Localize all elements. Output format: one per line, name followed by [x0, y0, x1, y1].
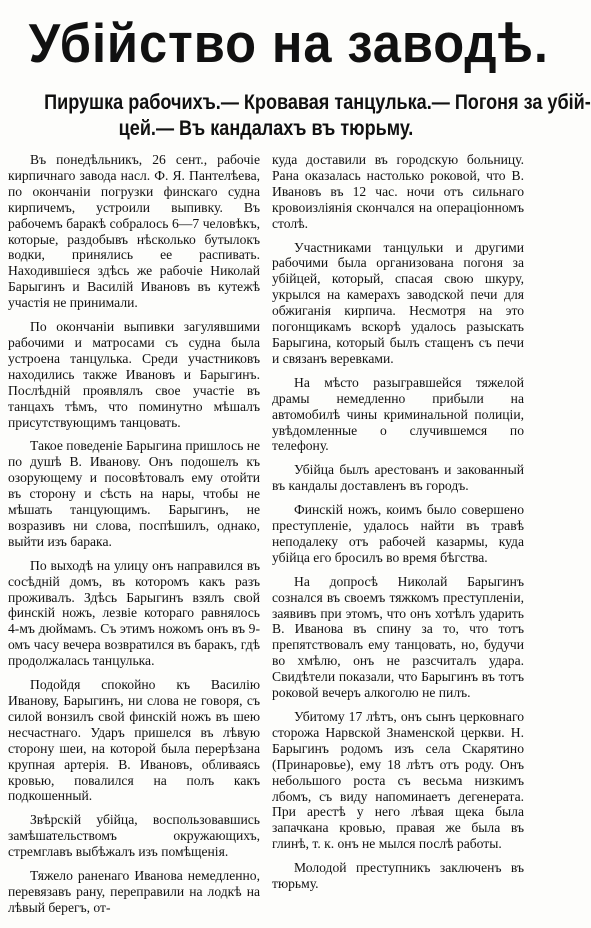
- subheadline-line-1: Пирушка рабочихъ.— Кровавая танцулька.— Погоня за убій-: [44, 91, 591, 114]
- right-column: [272, 152, 524, 916]
- paragraph: Финскій ножъ, коимъ было совершено преступленіе, удалось найти въ травѣ неподалеку отъ рабочей казармы, куда убійца его бросилъ во время бѣгства.: [272, 502, 524, 565]
- paragraph: По выходѣ на улицу онъ направился въ сосѣдній домъ, въ которомъ какъ разъ проживалъ. Здѣсь Барыгинъ взялъ свой финскій ножъ, лезвіе котораго равнялось 4-мъ дюймамъ. Съ этимъ ножомъ онъ въ 9-омъ часу вечера возвратился въ баракъ, гдѣ продолжалась танцулька.: [8, 557, 260, 669]
- paragraph: Участниками танцульки и другими рабочими была организована погоня за убійцей, который, спасая свою шкуру, укрылся на камерахъ заводской печи для обжиганія кирпича. Несмотря на это погонщикамъ вскорѣ удалось разыскать Барыгина, который былъ стащенъ съ печи и связанъ веревками.: [272, 239, 524, 366]
- subheadline: [44, 90, 591, 142]
- paragraph: Въ понедѣльникъ, 26 сент., рабочіе кирпичнаго завода насл. Ф. Я. Пантелѣева, по окончаніи погрузки финскаго судна кирпичемъ, устроили выпивку. Въ рабочемъ баракѣ собралось 6—7 человѣкъ, которые, раздобывъ нѣсколько бутылокъ водки, принялись ее распивать. Находившіеся здѣсь же рабочіе Николай Барыгинъ и Василій Ивановъ въ кутежѣ участія не принимали.: [8, 152, 260, 311]
- paragraph: Такое поведеніе Барыгина пришлось не по душѣ В. Иванову. Онъ подошелъ къ озорующему и посовѣтовалъ ему отойти въ сторону и сѣсть на нары, чтобы не мѣшать танцующимъ. Барыгинъ, не возразивъ ни слова, поспѣшилъ, однако, выйти изъ барака.: [8, 438, 261, 549]
- paragraph: Звѣрскій убійца, воспользовавшись замѣшательствомъ окружающихъ, стремглавъ выбѣжалъ изъ помѣщенія.: [8, 812, 260, 860]
- paragraph: На мѣсто разыгравшейся тяжелой драмы немедленно прибыли на автомобилѣ чины криминальной полиціи, увѣдомленные о случившемся по телефону.: [272, 374, 524, 454]
- paragraph: Убійца былъ арестованъ и закованный въ кандалы доставленъ въ городъ.: [272, 462, 524, 494]
- headline: Убійство на заводѣ.: [28, 12, 549, 74]
- subheadline-line-2: цей.— Въ кандалахъ въ тюрьму.: [118, 117, 414, 140]
- paragraph: На допросѣ Николай Барыгинъ сознался въ своемъ тяжкомъ преступленіи, заявивъ при этомъ, что онъ хотѣлъ ударить В. Иванова въ спину за то, что тотъ препятствовалъ ему танцовать, но, будучи во хмѣлю, онъ не разсчиталъ удара. Свидѣтели показали, что Барыгинъ въ тотъ роковой вечеръ алкоголю не пилъ.: [272, 573, 524, 701]
- left-column: [8, 152, 260, 916]
- paragraph: Тяжело раненаго Иванова немедленно, перевязавъ рану, переправили на лодкѣ на лѣвый берегъ, от-: [8, 868, 260, 915]
- article-columns: [8, 152, 524, 916]
- paragraph: Молодой преступникъ заключенъ въ тюрьму.: [272, 860, 524, 892]
- paragraph: Подойдя спокойно къ Василію Иванову, Барыгинъ, ни слова не говоря, съ силой вонзилъ свой финскій ножъ въ шею несчастнаго. Ударъ пришелся въ лѣвую сторону шеи, на которой была перерѣзана крупная артерія. В. Ивановъ, обливаясь кровью, повалился на полъ какъ подкошенный.: [8, 677, 260, 804]
- paragraph-continuation: куда доставили въ городскую больницу. Рана оказалась настолько роковой, что В. Ивановъ въ 12 час. ночи отъ сильнаго кровоизліянія скончался на операціонномъ столѣ.: [272, 152, 524, 231]
- paragraph: По окончаніи выпивки загулявшими рабочими и матросами съ судна была устроена танцулька. Среди участниковъ находились также Ивановъ и Барыгинъ. Послѣдній проявлялъ свое участіе въ танцахъ тѣмъ, что поминутно мѣшалъ присутствующимъ танцовать.: [8, 319, 260, 430]
- paragraph: Убитому 17 лѣтъ, онъ сынъ церковнаго сторожа Нарвской Знаменской церкви. Н. Барыгинъ родомъ изъ села Скарятино (Принаровье), ему 18 лѣтъ отъ роду. Онъ небольшого роста съ весьма низкимъ лбомъ, съ виду напоминаетъ дегенерата. При арестѣ у него лѣвая щека была запачкана кровью, правая же была въ глинѣ, т. к. онъ не мылся послѣ работы.: [272, 709, 524, 852]
